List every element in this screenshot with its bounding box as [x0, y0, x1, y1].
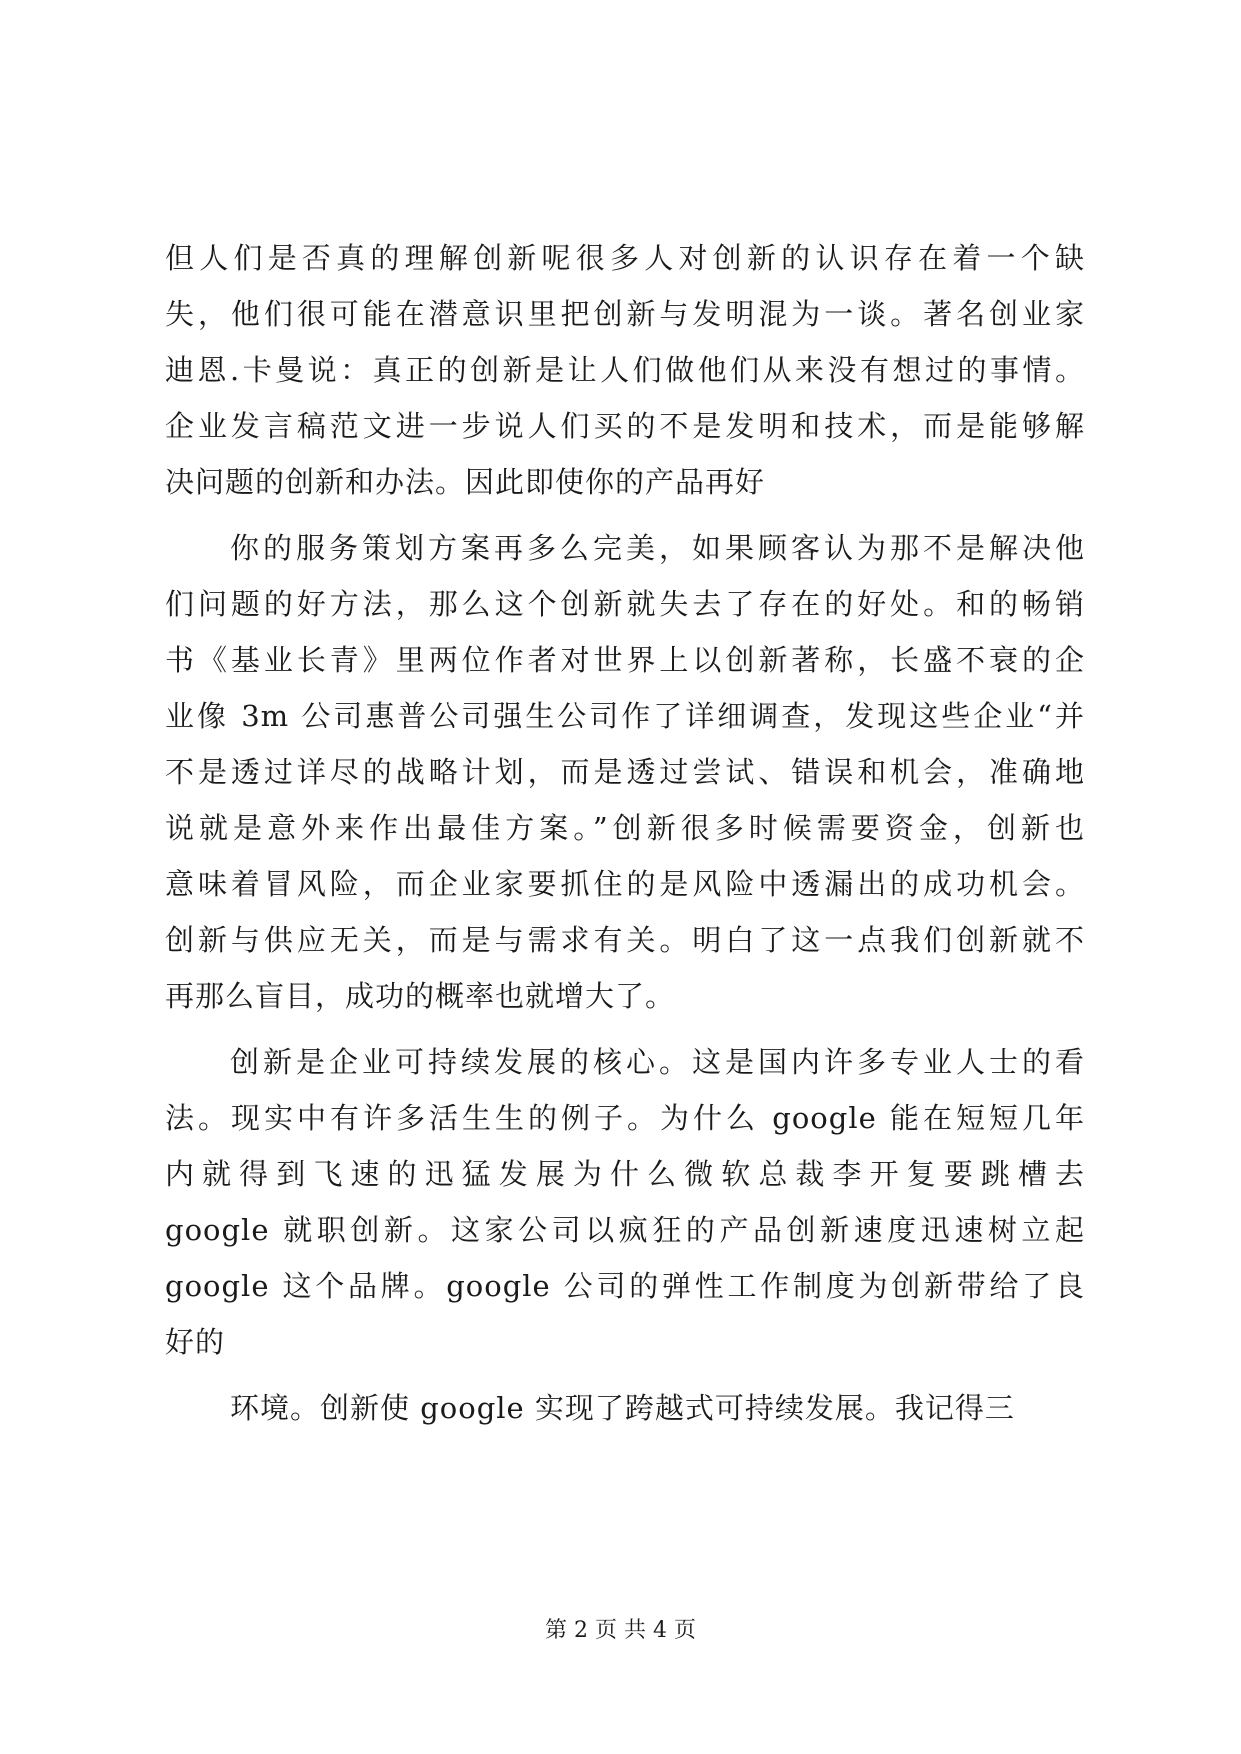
text-line: 好的	[165, 1325, 226, 1359]
text-line: 们问题的好方法，那么这个创新就失去了存在的好处。和的畅销	[165, 587, 1085, 621]
page-number-footer: 第 2 页 共 4 页	[545, 1618, 696, 1643]
text-line: 失，他们很可能在潜意识里把创新与发明混为一谈。著名创业家	[165, 297, 1085, 331]
text-line: 决问题的创新和办法。因此即使你的产品再好	[165, 465, 766, 499]
text-line: 法。现实中有许多活生生的例子。为什么 google 能在短短几年	[165, 1101, 1085, 1135]
text-line: 但人们是否真的理解创新呢很多人对创新的认识存在着一个缺	[165, 241, 1085, 275]
text-line: google 这个品牌。google 公司的弹性工作制度为创新带给了良	[165, 1269, 1085, 1303]
text-line: 不是透过详尽的战略计划，而是透过尝试、错误和机会，准确地	[165, 755, 1085, 789]
text-line: 迪恩.卡曼说：真正的创新是让人们做他们从来没有想过的事情。	[165, 353, 1085, 387]
body-text	[165, 230, 1085, 1436]
paragraph-1	[165, 230, 1085, 510]
text-line: 书《基业长青》里两位作者对世界上以创新著称，长盛不衰的企	[165, 643, 1085, 677]
text-line: 再那么盲目，成功的概率也就增大了。	[165, 979, 676, 1013]
paragraph-2	[165, 520, 1085, 1024]
paragraph-3	[165, 1034, 1085, 1370]
text-line: 环境。创新使 google 实现了跨越式可持续发展。我记得三	[230, 1391, 1015, 1425]
text-line: 创新是企业可持续发展的核心。这是国内许多专业人士的看	[230, 1045, 1085, 1079]
text-line: 你的服务策划方案再多么完美，如果顾客认为那不是解决他	[230, 531, 1085, 565]
paragraph-4	[165, 1380, 1085, 1436]
text-line: 创新与供应无关，而是与需求有关。明白了这一点我们创新就不	[165, 923, 1085, 957]
text-line: 意味着冒风险，而企业家要抓住的是风险中透漏出的成功机会。	[165, 867, 1085, 901]
text-line: 说就是意外来作出最佳方案。”创新很多时候需要资金，创新也	[165, 811, 1085, 845]
text-line: 企业发言稿范文进一步说人们买的不是发明和技术，而是能够解	[165, 409, 1085, 443]
text-line: google 就职创新。这家公司以疯狂的产品创新速度迅速树立起	[165, 1213, 1085, 1247]
text-line: 内就得到飞速的迅猛发展为什么微软总裁李开复要跳槽去	[165, 1157, 1085, 1191]
text-line: 业像 3m 公司惠普公司强生公司作了详细调查，发现这些企业“并	[165, 699, 1085, 733]
